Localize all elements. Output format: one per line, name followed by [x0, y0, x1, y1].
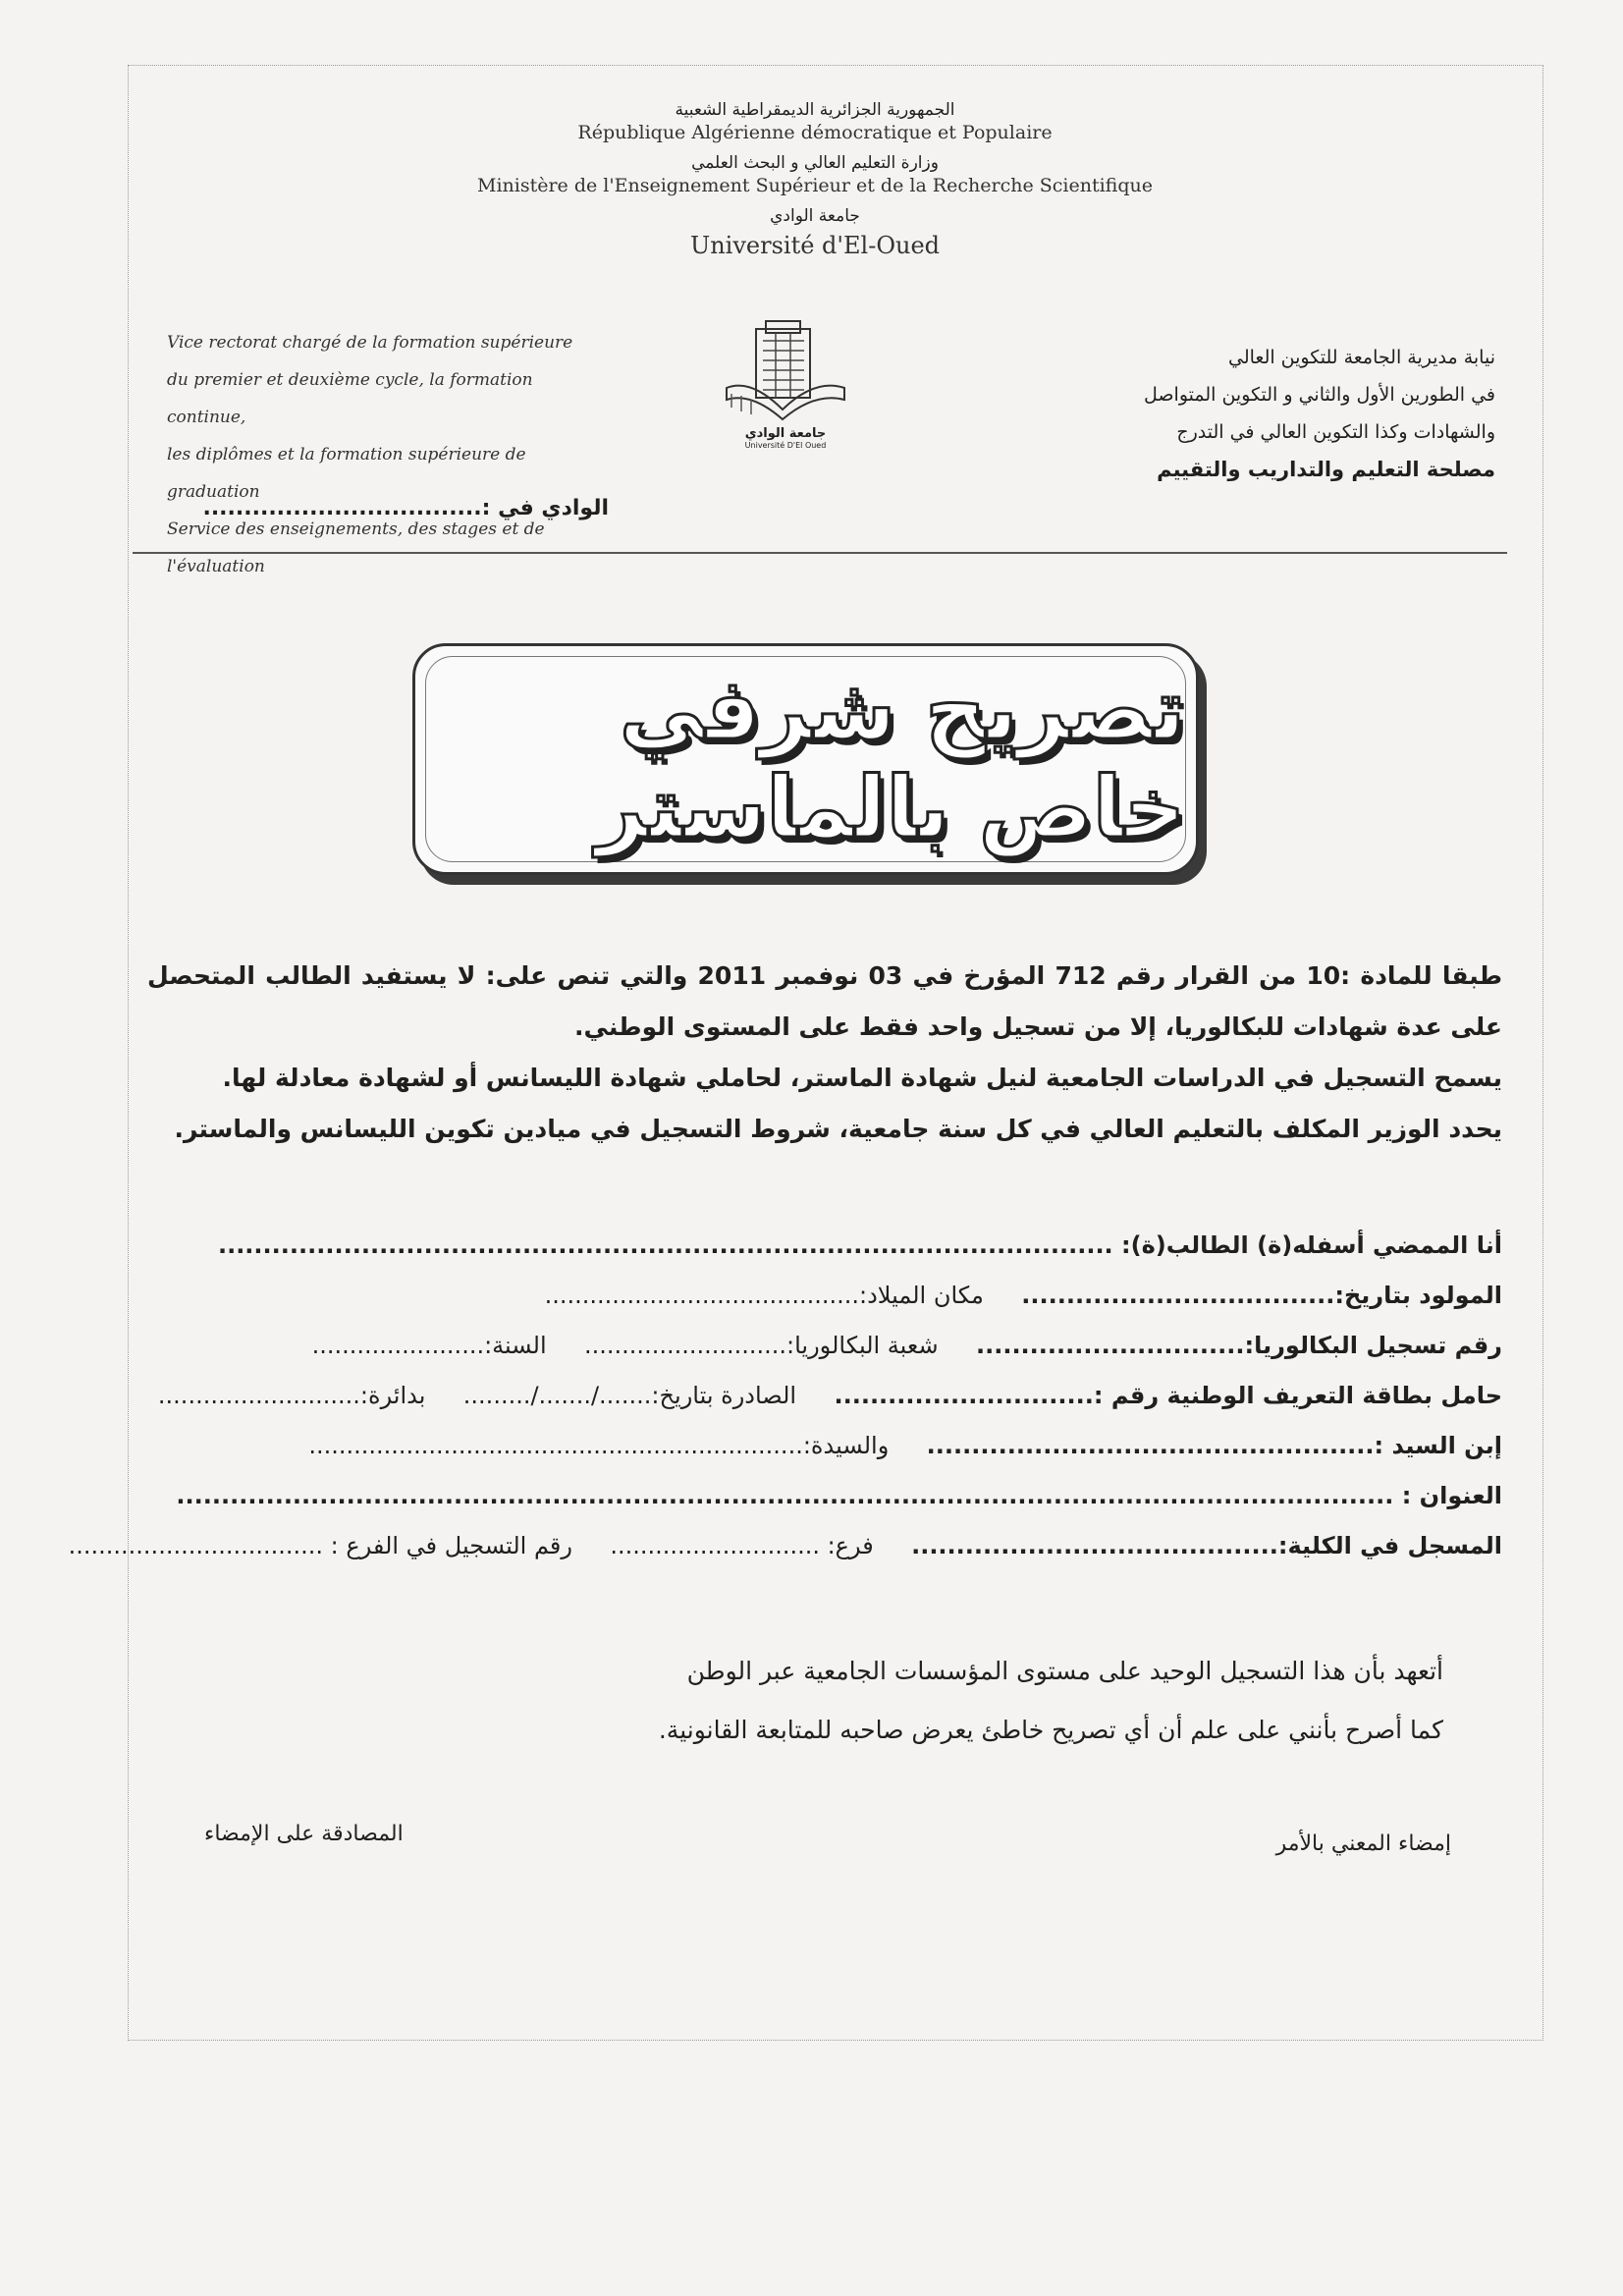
header-separator [133, 552, 1507, 554]
pledge [147, 1642, 1502, 1760]
republic-fr: République Algérienne démocratique et Populaire [577, 122, 1053, 143]
field-faculty[interactable] [68, 1521, 1502, 1571]
issued-date-field[interactable]: الصادرة بتاريخ:......./......./......... [462, 1382, 797, 1409]
legal-paragraph: طبقا للمادة :10 من القرار رقم 712 المؤرخ في 03 نوفمبر 2011 والتي تنص على: لا يستفيد الطالب المتحصل على عدة شهادات للبكالوريا، إلا من تسجيل واحد فقط على المستوى الوطني. [147, 961, 1503, 1041]
left-line: Service des enseignements, des stages et de l'évaluation [167, 519, 545, 576]
birth-place-field[interactable]: مكان الميلاد:.......................................... [544, 1282, 984, 1309]
field-signatory[interactable] [147, 1221, 1502, 1271]
field-parents[interactable] [147, 1421, 1502, 1471]
header-center [452, 98, 1178, 269]
form-fields [68, 1221, 1502, 1571]
pledge-line: كما أصرح بأنني على علم أن أي تصريح خاطئ يعرض صاحبه للمتابعة القانونية. [658, 1716, 1443, 1744]
left-line: Vice rectorat chargé de la formation supérieure [167, 333, 573, 353]
signee-signature-label: إمضاء المعني بالأمر [1275, 1831, 1451, 1856]
logo-caption-fr: Université D'El Oued [744, 441, 827, 450]
bac-year-field[interactable]: السنة:....................... [311, 1332, 547, 1359]
ministry-fr: Ministère de l'Enseignement Supérieur et de la Recherche Scientifique [477, 175, 1153, 196]
document-title: تصريح شرفي خاص بالماستر [596, 661, 1185, 857]
left-line: les diplômes et la formation supérieure de graduation [167, 445, 526, 502]
legal-paragraph: يسمح التسجيل في الدراسات الجامعية لنيل شهادة الماستر، لحاملي شهادة الليسانس أو لشهادة معادلة لها. [222, 1064, 1502, 1092]
left-admin-block [167, 324, 609, 585]
logo-caption-ar: جامعة الوادي [744, 426, 827, 441]
university-fr: Université d'El-Oued [689, 232, 941, 259]
field-birth[interactable] [147, 1271, 1502, 1321]
title-box-inner [425, 656, 1186, 862]
father-field[interactable]: إبن السيد :.................................................. [926, 1432, 1502, 1459]
bac-stream-field[interactable]: شعبة البكالوريا:........................... [584, 1332, 939, 1359]
field-id-card[interactable] [147, 1371, 1502, 1421]
pledge-line: أتعهد بأن هذا التسجيل الوحيد على مستوى المؤسسات الجامعية عبر الوطن [686, 1657, 1443, 1685]
right-line: نيابة مديرية الجامعة للتكوين العالي [1227, 347, 1495, 368]
address-field[interactable]: العنوان : ........................................................................................................................................ [176, 1482, 1502, 1509]
ministry-ar: وزارة التعليم العالي و البحث العلمي [691, 153, 939, 173]
field-address[interactable] [147, 1471, 1502, 1521]
certification-label: المصادقة على الإمضاء [204, 1822, 404, 1846]
university-logo [722, 319, 849, 452]
branch-field[interactable]: فرع: ............................ [610, 1532, 874, 1559]
title-box [412, 643, 1199, 875]
legal-paragraph: يحدد الوزير المكلف بالتعليم العالي في كل سنة جامعية، شروط التسجيل في ميادين تكوين الليسانس والماستر. [174, 1115, 1502, 1143]
service-name: مصلحة التعليم والتداريب والتقييم [1157, 458, 1495, 481]
left-line: du premier et deuxième cycle, la formation continue, [167, 370, 533, 427]
building-icon [722, 319, 849, 422]
right-line: والشهادات وكذا التكوين العالي في التدرج [1176, 421, 1495, 443]
id-card-field[interactable]: حامل بطاقة التعريف الوطنية رقم :............................. [834, 1382, 1502, 1409]
faculty-field[interactable]: المسجل في الكلية:......................................... [911, 1532, 1502, 1559]
mother-field[interactable]: والسيدة:.................................................................. [308, 1432, 890, 1459]
university-ar: جامعة الوادي [770, 206, 860, 226]
birth-date-field[interactable]: المولود بتاريخ:................................... [1021, 1282, 1502, 1309]
right-admin-block [985, 339, 1495, 488]
republic-ar: الجمهورية الجزائرية الديمقراطية الشعبية [675, 100, 955, 120]
district-field[interactable]: بدائرة:........................... [157, 1382, 426, 1409]
right-line: في الطورين الأول والثاني و التكوين المتواصل [1144, 384, 1495, 406]
branch-registration-field[interactable]: رقم التسجيل في الفرع : .................................. [68, 1532, 572, 1559]
legal-text [147, 951, 1502, 1155]
signatory-field[interactable]: أنا الممضي أسفله(ة) الطالب(ة): .................................................................................................... [217, 1231, 1502, 1259]
bac-number-field[interactable]: رقم تسجيل البكالوريا:.............................. [975, 1332, 1502, 1359]
field-bac[interactable] [147, 1321, 1502, 1371]
date-line: الوادي في :.................................. [202, 496, 609, 520]
